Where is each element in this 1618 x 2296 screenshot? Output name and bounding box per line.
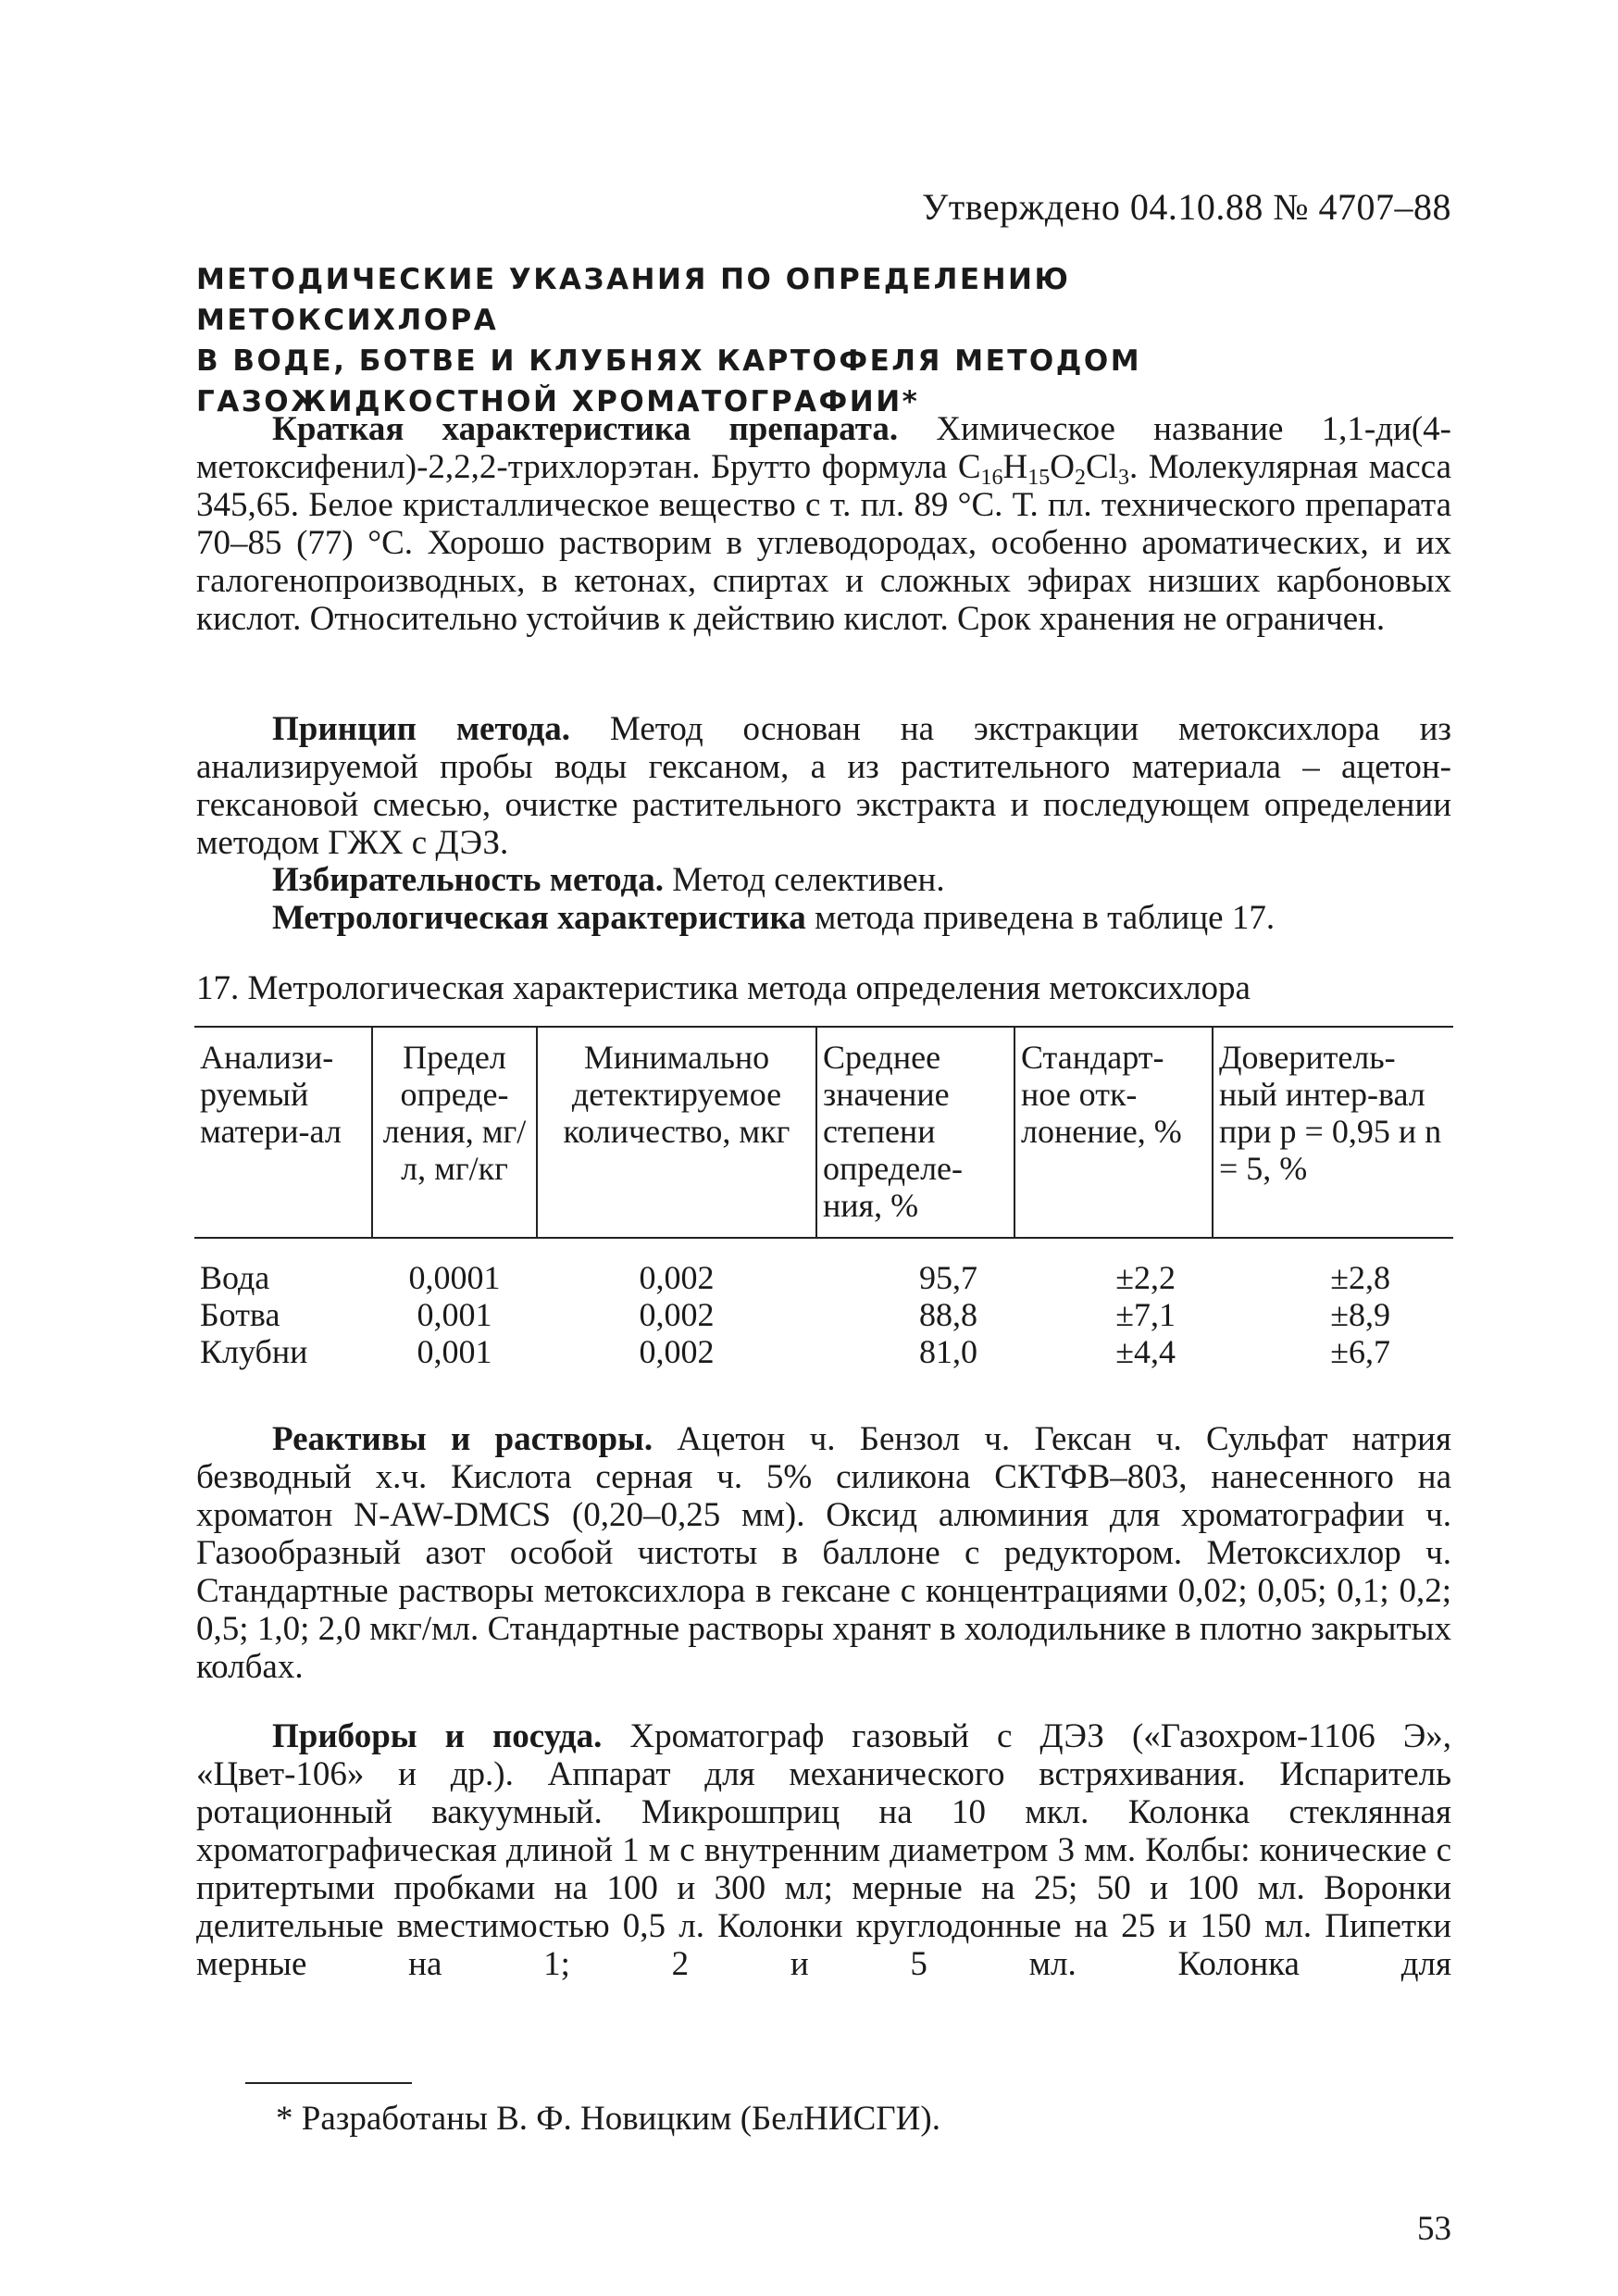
document-title [196,259,1307,422]
footnote-divider [245,2082,412,2084]
paragraph-reagents: Реактивы и растворы. Ацетон ч. Бензол ч. Гексан ч. Сульфат натрия безводный х.ч. Кислота серная ч. 5% силикона СКТФВ–803, нанесенного на хроматон N-AW-DMCS (0,20–0,25 мм). Оксид алюминия для хроматографии ч. Газообразный азот особой чистоты в баллоне с редуктором. Метоксихлор ч. Стандартные растворы метоксихлора в гексане с концентрациями 0,02; 0,05; 0,1; 0,2; 0,5; 1,0; 2,0 мкг/мл. Стандартные растворы хранят в холодильнике в плотно закрытых колбах. [196,1420,1451,1686]
heading-metrology: Метрологическая характеристика [272,899,806,937]
paragraph-characteristic: Краткая характеристика препарата. Химическое название 1,1-ди(4-метоксифенил)-2,2,2-трихлорэтан. Брутто формула $C_{16}H_{15}O_2Cl_3$. Молекулярная масса 345,65. Белое кристаллическое вещество с т. пл. 89 °С. Т. пл. технического препарата 70–85 (77) °С. Хорошо растворим в углеводородах, особенно ароматических, и их галогенопроизводных, в кетонах, спиртах и сложных эфирах низших карбоновых кислот. Относительно устойчив к действию кислот. Срок хранения не ограничен. [196,410,1451,638]
table-row: Ботва 0,001 0,002 88,8 ±7,1 ±8,9 [200,1296,1390,1333]
heading-devices: Приборы и посуда. [272,1717,603,1755]
heading-selectivity: Избирательность метода. [272,861,664,899]
paragraph-selectivity: Избирательность метода. Метод селективен. [272,861,945,899]
table-caption: 17. Метрологическая характеристика метода определения метоксихлора [196,969,1251,1007]
header-min-detectable: Минимально детектируемое количество, мкг [537,1027,816,1238]
metrology-table [194,1026,1453,1370]
header-std-deviation: Стандарт-ное отк-лонение, % [1014,1027,1213,1238]
heading-principle: Принцип метода. [272,710,571,748]
table-row: Клубни 0,001 0,002 81,0 ±4,4 ±6,7 [200,1333,1390,1370]
footnote: * Разработаны В. Ф. Новицким (БелНИСГИ). [276,2100,940,2138]
paragraph-metrology: Метрологическая характеристика метода приведена в таблице 17. [272,899,1276,937]
paragraph-devices: Приборы и посуда. Хроматограф газовый с ДЭЗ («Газохром-1106 Э», «Цвет-106» и др.). Аппарат для механического встряхивания. Испаритель ротационный вакуумный. Микрошприц на 10 мкл. Колонка стеклянная хроматографическая длиной 1 м с внутренним диаметром 3 мм. Колбы: конические с притертыми пробками на 100 и 300 мл; мерные на 25; 50 и 100 мл. Воронки делительные вместимостью 0,5 л. Колонки круглодонные на 25 и 150 мл. Пипетки мерные на 1; 2 и 5 мл. Колонка для [196,1717,1451,1983]
paragraph-principle: Принцип метода. Метод основан на экстракции метоксихлора из анализируемой пробы воды гексаном, а из растительного материала – ацетон-гексановой смесью, очистке растительного экстракта и последующем определении методом ГЖХ с ДЭЗ. [196,710,1451,862]
heading-characteristic: Краткая характеристика препарата. [272,410,899,448]
heading-reagents: Реактивы и растворы. [272,1420,653,1458]
table-header-row [194,1027,1453,1238]
title-line-2: В ВОДЕ, БОТВЕ И КЛУБНЯХ КАРТОФЕЛЯ МЕТОДОМ [196,344,1142,378]
page-number: 53 [1417,2210,1451,2248]
header-confidence-interval: Доверитель-ный интер-вал при p = 0,95 и n = 5, % [1213,1027,1453,1238]
title-line-1: МЕТОДИЧЕСКИЕ УКАЗАНИЯ ПО ОПРЕДЕЛЕНИЮ МЕТОКСИХЛОРА [196,263,1071,337]
title-line-3: ГАЗОЖИДКОСТНОЙ ХРОМАТОГРАФИИ* [196,385,920,418]
header-detection-limit: Предел опреде-ления, мг/л, мг/кг [372,1027,537,1238]
header-material: Анализи-руемый матери-ал [200,1039,342,1150]
table-row: Вода 0,0001 0,002 95,7 ±2,2 ±2,8 [200,1259,1390,1296]
header-mean-recovery: Среднее значение степени определе-ния, % [816,1027,1014,1238]
approval-line: Утверждено 04.10.88 № 4707–88 [921,186,1451,228]
